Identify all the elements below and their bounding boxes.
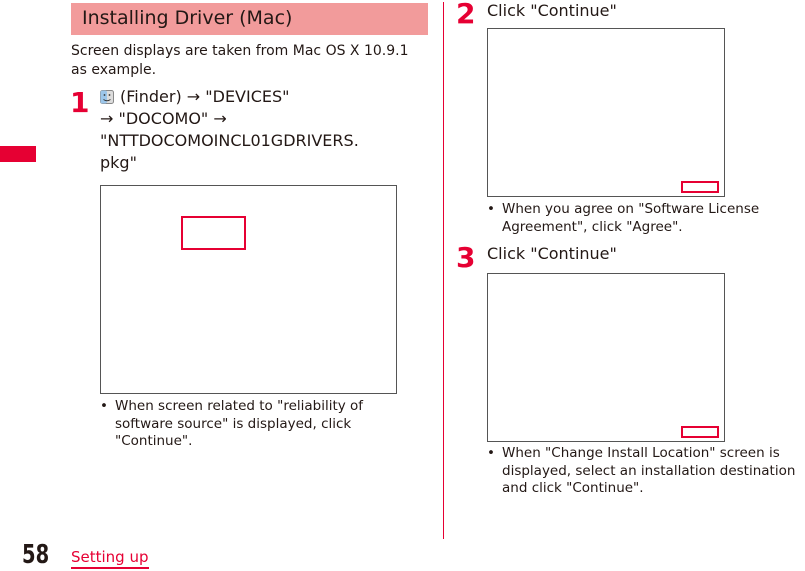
step-2-screenshot bbox=[487, 28, 725, 197]
step-number-1: 1 bbox=[70, 86, 90, 119]
step-2-note-line-2: Agreement", click "Agree". bbox=[502, 218, 683, 235]
step-number-2: 2 bbox=[456, 0, 476, 30]
step-2-note bbox=[487, 201, 797, 237]
step-1-instructions bbox=[100, 86, 420, 174]
step-1-note bbox=[100, 398, 400, 453]
step-number-3: 3 bbox=[456, 241, 476, 274]
intro-text: Screen displays are taken from Mac OS X 10.9.1 as example. bbox=[71, 43, 409, 78]
step-3-note-line-1: When "Change Install Location" screen is bbox=[502, 445, 780, 461]
step-1-line-3: "NTTDOCOMOINCL01GDRIVERS. bbox=[100, 131, 359, 150]
bullet: • bbox=[487, 445, 495, 461]
step-1-note-line-2: software source" is displayed, click bbox=[115, 415, 352, 432]
step-1-line-1: (Finder) → "DEVICES" bbox=[120, 87, 290, 106]
step-3-note-line-3: and click "Continue". bbox=[502, 480, 644, 496]
footer-section-link[interactable]: Setting up bbox=[71, 548, 149, 569]
step-1-note-line-1: When screen related to "reliability of bbox=[115, 398, 364, 414]
step-3-highlight-box bbox=[681, 426, 719, 438]
step-3-note bbox=[487, 445, 803, 499]
step-1-line-2: → "DOCOMO" → bbox=[100, 109, 227, 128]
finder-icon bbox=[100, 88, 114, 102]
section-index-tab bbox=[0, 146, 36, 162]
step-3-screenshot bbox=[487, 273, 725, 442]
step-2-title: Click "Continue" bbox=[487, 1, 617, 20]
step-3-title: Click "Continue" bbox=[487, 244, 617, 263]
page-number: 58 bbox=[22, 540, 50, 570]
step-1-note-line-3: "Continue". bbox=[115, 433, 193, 449]
step-2-highlight-box bbox=[681, 181, 719, 193]
bullet: • bbox=[100, 398, 108, 414]
step-3-note-line-2: displayed, select an installation destination bbox=[502, 462, 796, 479]
column-divider bbox=[443, 2, 444, 539]
section-title: Installing Driver (Mac) bbox=[82, 7, 293, 29]
step-1-line-4: pkg" bbox=[100, 153, 137, 172]
step-1-screenshot bbox=[100, 185, 397, 394]
step-1-highlight-box bbox=[181, 216, 246, 250]
step-2-note-line-1: When you agree on "Software License bbox=[502, 201, 760, 217]
bullet: • bbox=[487, 201, 495, 217]
